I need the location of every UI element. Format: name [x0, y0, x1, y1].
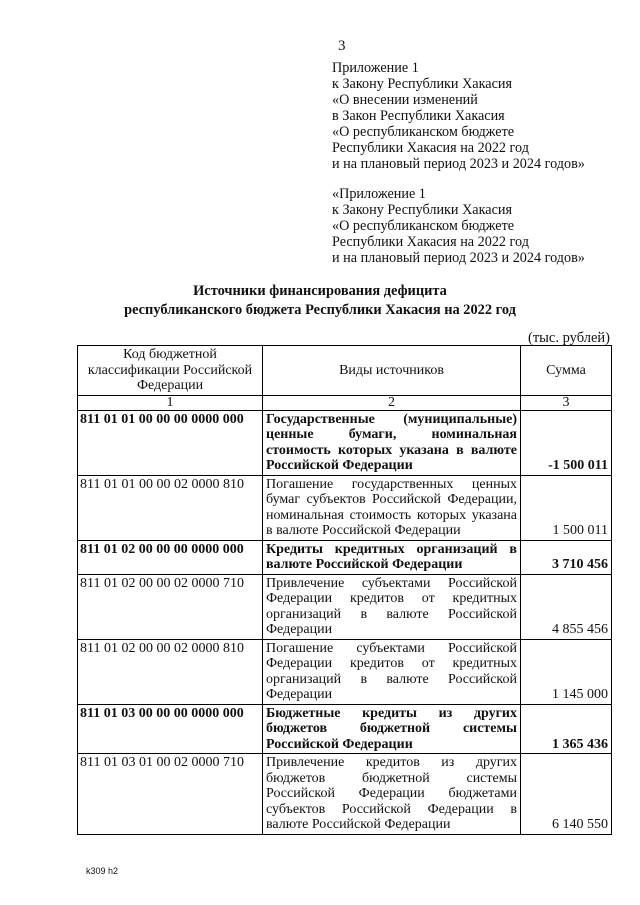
financing-sources-table	[77, 345, 612, 835]
column-number: 1	[78, 395, 263, 410]
appendix-line: Приложение 1	[332, 60, 419, 76]
header-name: Виды источников	[263, 346, 521, 396]
header-amount: Сумма	[521, 346, 612, 396]
row-name: Привлечение субъектами Российской Федерации кредитов от кредитных организаций в валюте Российской Федерации	[263, 574, 521, 639]
row-code: 811 01 01 00 00 02 0000 810	[78, 475, 263, 540]
row-code: 811 01 02 00 00 00 0000 000	[78, 540, 263, 574]
row-amount: 1 145 000	[521, 639, 612, 704]
row-amount: 1 365 436	[521, 704, 612, 754]
header-code: Код бюджетной классификации Российской Федерации	[78, 346, 263, 396]
page-number: 3	[338, 38, 346, 54]
appendix-line: в Закон Республики Хакасия	[332, 108, 505, 124]
unit-label: (тыс. рублей)	[528, 330, 610, 346]
appendix-line: и на плановый период 2023 и 2024 годов»	[332, 250, 585, 266]
table-row	[78, 574, 612, 639]
appendix-line: к Закону Республики Хакасия	[332, 202, 512, 218]
appendix-line: Республики Хакасия на 2022 год	[332, 140, 529, 156]
title-line: республиканского бюджета Республики Хакасия на 2022 год	[124, 302, 516, 318]
table-row	[78, 410, 612, 475]
title-line: Источники финансирования дефицита	[193, 283, 447, 299]
row-name: Погашение субъектами Российской Федерации кредитов от кредитных организаций в валюте Российской Федерации	[263, 639, 521, 704]
row-amount: -1 500 011	[521, 410, 612, 475]
row-name: Бюджетные кредиты из других бюджетов бюджетной системы Российской Федерации	[263, 704, 521, 754]
row-amount: 4 855 456	[521, 574, 612, 639]
row-name: Кредиты кредитных организаций в валюте Российской Федерации	[263, 540, 521, 574]
row-name: Погашение государственных ценных бумаг субъектов Российской Федерации, номинальная стоимость которых указана в валюте Российской Федерации	[263, 475, 521, 540]
row-name: Привлечение кредитов из других бюджетов бюджетной системы Российской Федерации бюджетами субъектов Российской Федерации в валюте Российской Федерации	[263, 754, 521, 835]
column-number: 3	[521, 395, 612, 410]
appendix-line: Республики Хакасия на 2022 год	[332, 234, 529, 250]
appendix-line: «О республиканском бюджете	[332, 124, 515, 140]
table-row	[78, 704, 612, 754]
row-code: 811 01 03 01 00 02 0000 710	[78, 754, 263, 835]
row-code: 811 01 02 00 00 02 0000 710	[78, 574, 263, 639]
footer-code: k309 h2	[86, 866, 119, 876]
appendix-current-block	[332, 60, 585, 172]
document-title	[0, 282, 640, 320]
row-amount: 1 500 011	[521, 475, 612, 540]
row-name: Государственные (муниципальные) ценные бумаги, номинальная стоимость которых указана в валюте Российской Федерации	[263, 410, 521, 475]
table-row	[78, 639, 612, 704]
column-number: 2	[263, 395, 521, 410]
row-amount: 3 710 456	[521, 540, 612, 574]
row-code: 811 01 03 00 00 00 0000 000	[78, 704, 263, 754]
table-row	[78, 540, 612, 574]
row-amount: 6 140 550	[521, 754, 612, 835]
table-header-row	[78, 346, 612, 396]
appendix-line: и на плановый период 2023 и 2024 годов»	[332, 156, 585, 172]
row-code: 811 01 02 00 00 02 0000 810	[78, 639, 263, 704]
appendix-line: «Приложение 1	[332, 186, 426, 202]
appendix-original-block	[332, 186, 585, 266]
column-number-row	[78, 395, 612, 410]
table-row	[78, 475, 612, 540]
row-code: 811 01 01 00 00 00 0000 000	[78, 410, 263, 475]
appendix-line: «О внесении изменений	[332, 92, 478, 108]
appendix-line: «О республиканском бюджете	[332, 218, 515, 234]
appendix-line: к Закону Республики Хакасия	[332, 76, 512, 92]
table-row	[78, 754, 612, 835]
